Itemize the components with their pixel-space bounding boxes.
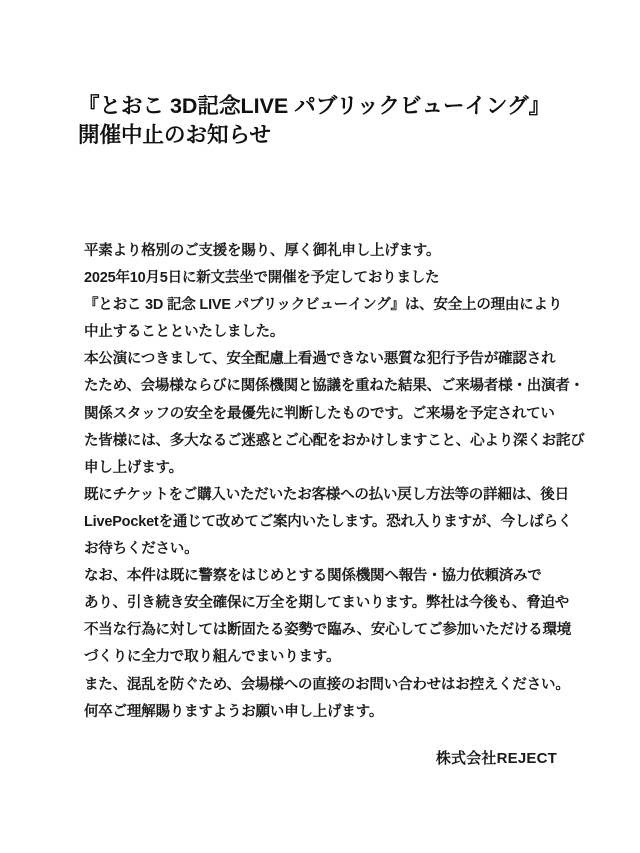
- body-line: また、混乱を防ぐため、会場様への直接のお問い合わせはお控えください。: [84, 676, 570, 693]
- company-signature: 株式会社REJECT: [435, 750, 557, 767]
- title-line-1: 『とおこ 3D記念LIVE パブリックビューイング』: [78, 94, 551, 118]
- body-line: づくりに全力で取り組んでまいります。: [84, 649, 341, 666]
- body-line: LivePocketを通じて改めてご案内いたします。恐れ入りますが、今しばらく: [84, 513, 573, 530]
- body-line: あり、引き続き安全確保に万全を期してまいります。弊社は今後も、脅迫や: [84, 595, 570, 612]
- page-title: [78, 92, 600, 150]
- body-line: なお、本件は既に警察をはじめとする関係機関へ報告・協力依頼済みで: [84, 568, 542, 585]
- body-line: 関係スタッフの安全を最優先に判断したものです。ご来場を予定されてい: [84, 405, 555, 422]
- body-line: 2025年10月5日に新文芸坐で開催を予定しておりました: [84, 270, 440, 287]
- body-line: 本公演につきまして、安全配慮上看過できない悪質な犯行予告が確認され: [84, 351, 556, 368]
- body-line: たため、会場様ならびに関係機関と協議を重ねた結果、ご来場者様・出演者・: [84, 378, 584, 395]
- body-line: 既にチケットをご購入いただいたお客様への払い戻し方法等の詳細は、後日: [84, 486, 569, 503]
- body-line: 何卒ご理解賜りますようお願い申し上げます。: [84, 703, 384, 720]
- body-line: お待ちください。: [84, 541, 199, 558]
- body-line: 申し上げます。: [84, 459, 183, 476]
- body-line: 『とおこ 3D 記念 LIVE パブリックビューイング』は、安全上の理由により: [84, 297, 563, 314]
- body-line: た皆様には、多大なるご迷惑とご心配をおかけしますこと、心より深くお詫び: [84, 432, 585, 449]
- body-line: 中止することといたしました。: [84, 324, 285, 341]
- announcement-body: [84, 238, 600, 726]
- body-line: 平素より格別のご支援を賜り、厚く御礼申し上げます。: [84, 243, 441, 259]
- body-line: 不当な行為に対しては断固たる姿勢で臨み、安心してご参加いただける環境: [84, 622, 572, 639]
- title-line-2: 開催中止のお知らせ: [78, 123, 271, 147]
